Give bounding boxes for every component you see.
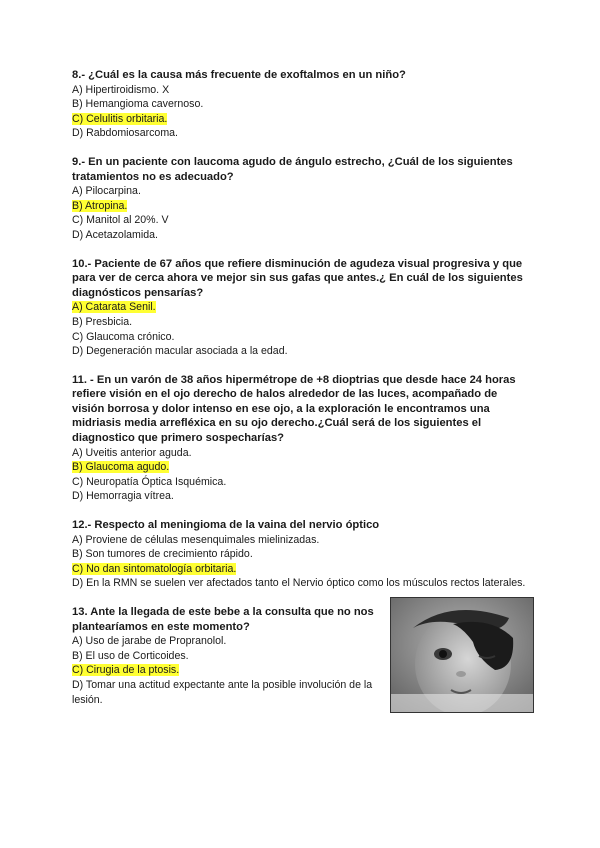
question-8 (72, 68, 532, 141)
question-13 (72, 605, 532, 707)
option-b-highlighted: B) Atropina. (72, 199, 128, 212)
question-11 (72, 373, 532, 504)
option-a: A) Proviene de células mesenquimales mielinizadas. (72, 533, 320, 546)
option-b: B) El uso de Corticoides. (72, 649, 189, 662)
baby-face-image (391, 598, 533, 712)
option-c-highlighted: C) Cirugia de la ptosis. (72, 664, 180, 677)
option-a: A) Uveitis anterior aguda. (72, 446, 192, 459)
option-c: C) Glaucoma crónico. (72, 330, 175, 343)
option-a: A) Pilocarpina. (72, 185, 141, 198)
option-a: A) Uso de jarabe de Propranolol. (72, 635, 227, 648)
question-title: 10.- Paciente de 67 años que refiere disminución de agudeza visual progresiva y que para ver de cerca ahora ve mejor sin sus gafas que antes.¿ En cuál de los siguientes diagnósticos pensarías? (72, 257, 523, 299)
option-a-highlighted: A) Catarata Senil. (72, 301, 156, 314)
option-b: B) Hemangioma cavernoso. (72, 98, 204, 111)
option-d: D) Hemorragia vítrea. (72, 490, 174, 503)
option-a: A) Hipertiroidismo. X (72, 83, 170, 96)
option-b-highlighted: B) Glaucoma agudo. (72, 461, 170, 474)
option-c: C) Manitol al 20%. V (72, 214, 169, 227)
question-title: 11. - En un varón de 38 años hipermétrope de +8 dioptrias que desde hace 24 horas refiere visión en el ojo derecho de halos alrededor de las luces, acompañado de visión borrosa y dolor intenso en ese ojo, a la exploración le encontramos una midriasis media arrefléxica en su ojo derecho.¿Cuál será de los siguientes el diagnostico que primero sospecharías? (72, 373, 516, 445)
question-title: 13. Ante la llegada de este bebe a la consulta que no nos plantearíamos en este momento? (72, 606, 374, 633)
question-title: 8.- ¿Cuál es la causa más frecuente de exoftalmos en un niño? (72, 69, 406, 81)
document-page (72, 68, 532, 721)
option-c: C) Neuropatía Óptica Isquémica. (72, 475, 227, 488)
question-9 (72, 155, 532, 243)
option-d: D) Acetazolamida. (72, 228, 158, 241)
option-d: D) Degeneración macular asociada a la edad. (72, 345, 288, 358)
baby-photo (390, 597, 534, 713)
question-title: 9.- En un paciente con laucoma agudo de ángulo estrecho, ¿Cuál de los siguientes tratamientos no es adecuado? (72, 155, 513, 183)
option-b: B) Son tumores de crecimiento rápido. (72, 548, 253, 561)
option-b: B) Presbicia. (72, 315, 133, 328)
question-title: 12.- Respecto al meningioma de la vaina del nervio óptico (72, 519, 380, 532)
option-d: D) En la RMN se suelen ver afectados tanto el Nervio óptico como los músculos rectos laterales. (72, 577, 526, 590)
question-13-text (72, 605, 380, 707)
question-10 (72, 257, 532, 359)
question-12 (72, 518, 532, 591)
option-c-highlighted: C) Celulitis orbitaria. (72, 112, 168, 125)
option-d: D) Rabdomiosarcoma. (72, 127, 178, 140)
option-d: D) Tomar una actitud expectante ante la posible involución de la lesión. (72, 678, 373, 706)
option-c-highlighted: C) No dan sintomatología orbitaria. (72, 562, 237, 575)
